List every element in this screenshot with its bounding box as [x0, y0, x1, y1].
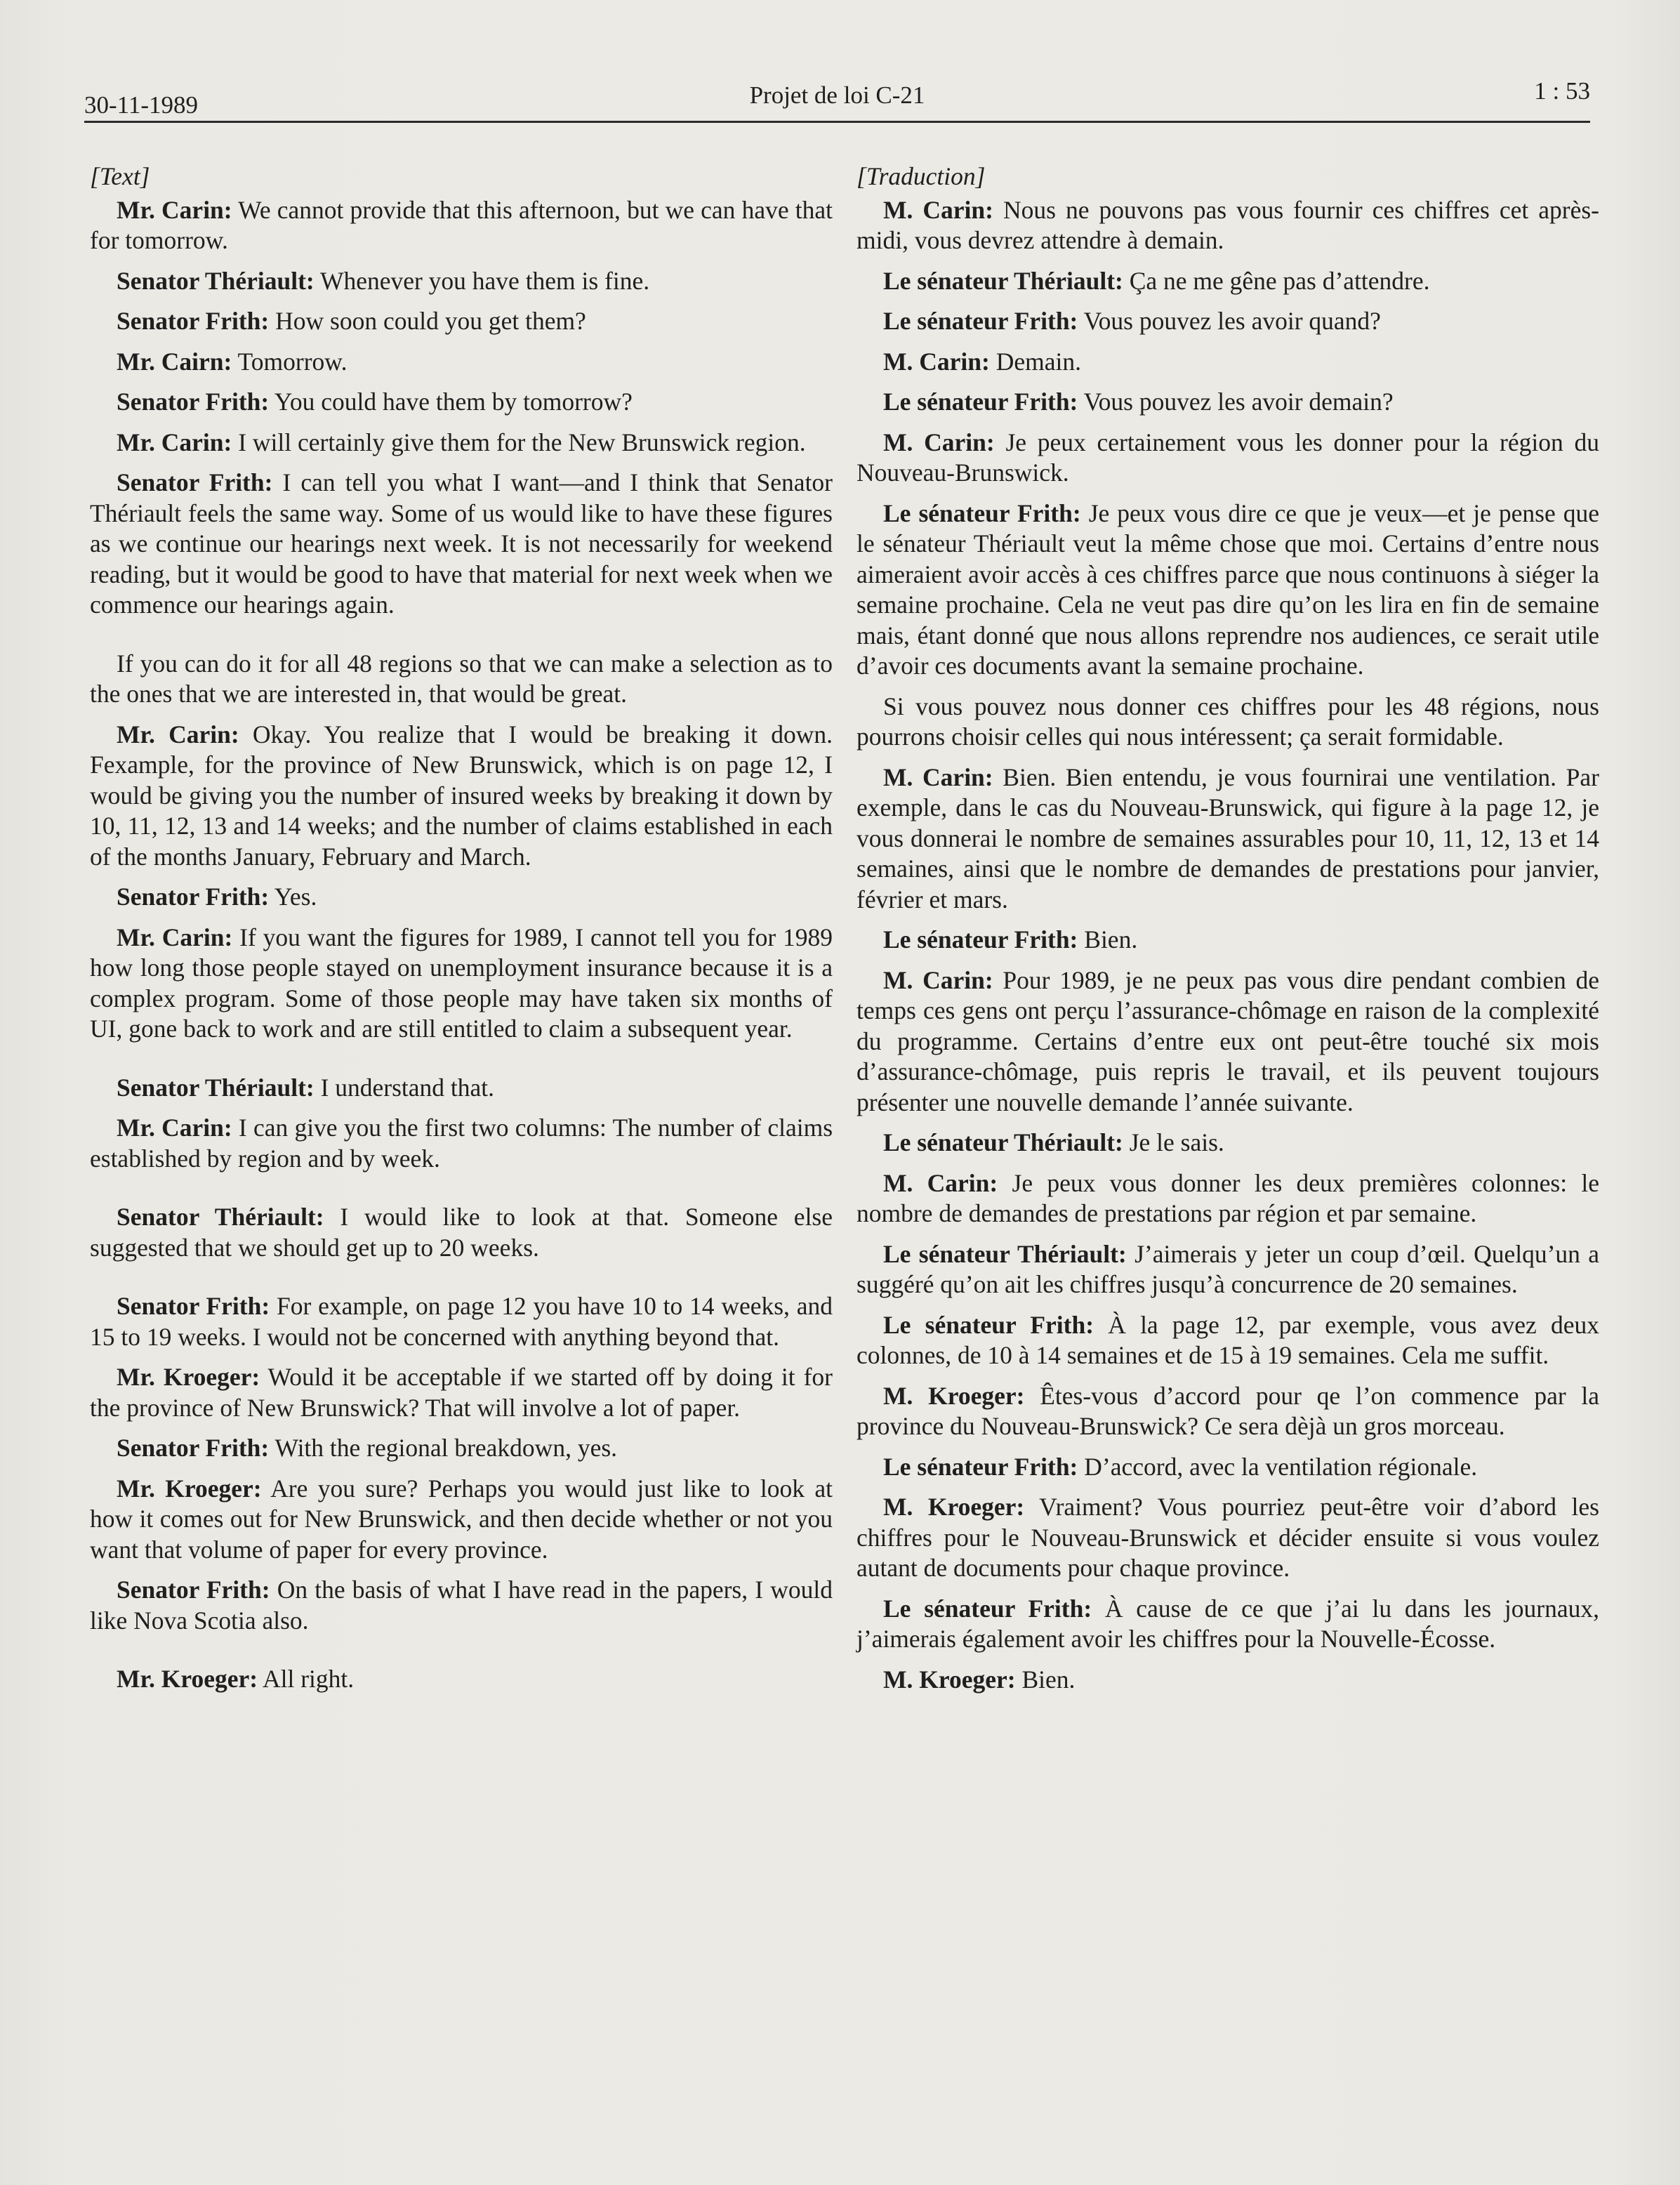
statement-text: Okay. You realize that I would be breaking it down. Fexample, for the province of New Brunswick, which is on page 12, I would be giving you the number of insured weeks by breaking it down by 10, 11, 12, 13 and 14 weeks; and the number of claims established in each of the months January, February and March. — [90, 720, 833, 871]
transcript-paragraph — [856, 306, 1599, 337]
transcript-paragraph — [856, 1128, 1599, 1158]
english-column — [90, 161, 833, 1705]
statement-text: À la page 12, par exemple, vous avez deux colonnes, de 10 à 14 semaines et de 15 à 19 semaines. Cela me suffit. — [856, 1310, 1599, 1369]
speaker-name: M. Carin: — [883, 965, 993, 994]
transcript-paragraph — [856, 428, 1599, 489]
speaker-name: M. Kroeger: — [883, 1381, 1025, 1410]
statement-text: Pour 1989, je ne peux pas vous dire pendant combien de temps ces gens ont perçu l’assurance-chômage en raison de la complexité du programme. Certains d’entre eux ont peut-être touché six mois d’assurance-chômage, puis repris le travail, et ils peuvent toujours présenter une nouvelle demande l’année suivante. — [856, 965, 1599, 1116]
speaker-name: Mr. Kroeger: — [117, 1665, 258, 1693]
transcript-paragraph — [856, 1665, 1599, 1696]
statement-text: I would like to look at that. Someone else suggested that we should get up to 20 weeks. — [90, 1203, 833, 1262]
statement-text: Yes. — [269, 883, 317, 911]
statement-text: Bien. Bien entendu, je vous fournirai une ventilation. Par exemple, dans le cas du Nouveau-Brunswick, qui figure à la page 12, je vous donnerai le nombre de semaines assurables pour 10, 11, 12, 13 et 14 semaines, ainsi que le nombre de demandes de prestations pour janvier, février et mars. — [856, 763, 1599, 913]
transcript-paragraph — [90, 923, 833, 1045]
statement-text: D’accord, avec la ventilation régionale. — [1078, 1452, 1478, 1481]
speaker-name: M. Carin: — [883, 763, 993, 791]
transcript-paragraph — [856, 1239, 1599, 1300]
transcript-paragraph — [856, 195, 1599, 256]
speaker-name: Le sénateur Frith: — [883, 388, 1078, 416]
speaker-name: Le sénateur Frith: — [883, 499, 1081, 527]
speaker-name: M. Carin: — [883, 195, 993, 224]
transcript-paragraph — [90, 720, 833, 873]
transcript-paragraph — [856, 266, 1599, 297]
transcript-paragraph — [856, 965, 1599, 1118]
transcript-paragraph — [856, 1452, 1599, 1483]
statement-text: Êtes-vous d’accord pour qe l’on commence par la province du Nouveau-Brunswick? Ce sera dèjà un gros morceau. — [856, 1381, 1600, 1440]
speaker-name: Senator Frith: — [117, 1292, 270, 1320]
statement-text: Demain. — [989, 347, 1081, 376]
transcript-paragraph — [856, 387, 1599, 418]
language-marker-french: [Traduction] — [856, 162, 986, 190]
speaker-name: Mr. Kroeger: — [117, 1474, 262, 1503]
speaker-name: Le sénateur Frith: — [883, 307, 1078, 335]
transcript-paragraph — [90, 649, 833, 710]
speaker-name: Senator Frith: — [117, 1576, 270, 1604]
speaker-name: M. Carin: — [883, 428, 995, 456]
statement-text: All right. — [258, 1665, 355, 1693]
speaker-name: Le sénateur Frith: — [883, 1594, 1092, 1623]
transcript-paragraph — [856, 1168, 1599, 1229]
statement-text: J’aimerais y jeter un coup d’œil. Quelqu’un a suggéré qu’on ait les chiffres jusqu’à concurrence de 20 semaines. — [856, 1239, 1599, 1298]
statement-text: Je peux vous dire ce que je veux—et je pense que le sénateur Thériault veut la même chose que moi. Certains d’entre nous aimeraient avoir accès à ces chiffres parce que nous continuons à siéger la semaine prochaine. Cela ne veut pas dire qu’on les lira en fin de semaine mais, étant donné que nous allons reprendre nos audiences, ce serait utile d’avoir ces documents avant la semaine prochaine. — [856, 499, 1599, 680]
transcript-paragraph — [90, 1664, 833, 1695]
transcript-paragraph — [856, 925, 1599, 956]
french-column — [856, 161, 1599, 1705]
statement-text: Je peux certainement vous les donner pour la région du Nouveau-Brunswick. — [856, 428, 1599, 487]
header-date: 30-11-1989 — [84, 91, 199, 119]
statement-text: Tomorrow. — [232, 347, 348, 376]
statement-text: Je peux vous donner les deux premières colonnes: le nombre de demandes de prestations par région et par semaine. — [856, 1168, 1599, 1227]
statement-text: Are you sure? Perhaps you would just like to look at how it comes out for New Brunswick, and then decide whether or not you want that volume of paper for every province. — [90, 1474, 833, 1564]
transcript-paragraph — [90, 1433, 833, 1464]
speaker-name: Mr. Carin: — [117, 195, 232, 224]
transcript-paragraph — [856, 347, 1599, 378]
speaker-name: Mr. Carin: — [117, 923, 233, 951]
statement-text: You could have them by tomorrow? — [269, 388, 633, 416]
statement-text: Je le sais. — [1123, 1128, 1224, 1156]
speaker-name: Le sénateur Thériault: — [883, 1239, 1127, 1268]
transcript-paragraph — [90, 195, 833, 256]
transcript-paragraph — [856, 499, 1599, 682]
statement-text: Whenever you have them is fine. — [314, 266, 650, 295]
transcript-paragraph — [856, 692, 1599, 753]
transcript-paragraph — [856, 1594, 1599, 1655]
speaker-name: Mr. Cairn: — [117, 347, 232, 376]
statement-text: Bien. — [1078, 925, 1138, 953]
speaker-name: Senator Thériault: — [117, 266, 315, 295]
transcript-paragraph — [90, 347, 833, 378]
statement-text: Vous pouvez les avoir demain? — [1078, 388, 1394, 416]
statement-text: I will certainly give them for the New Brunswick region. — [232, 428, 806, 456]
speaker-name: Senator Thériault: — [117, 1203, 324, 1231]
statement-text: How soon could you get them? — [269, 307, 586, 335]
transcript-paragraph — [90, 882, 833, 913]
statement-text: I understand that. — [314, 1073, 495, 1102]
transcript-paragraph — [90, 1073, 833, 1104]
speaker-name: Senator Frith: — [117, 307, 270, 335]
statement-text: Nous ne pouvons pas vous fournir ces chiffres cet après-midi, vous devrez attendre à demain. — [856, 195, 1599, 254]
speaker-name: Senator Thériault: — [117, 1073, 315, 1102]
statement-text: Ça ne me gêne pas d’attendre. — [1123, 266, 1430, 295]
statement-text: Would it be acceptable if we started off by doing it for the province of New Brunswick? That will involve a lot of paper. — [90, 1363, 833, 1422]
speaker-name: Le sénateur Thériault: — [883, 266, 1123, 295]
transcript-paragraph — [856, 1310, 1599, 1371]
statement-text: We cannot provide that this afternoon, but we can have that for tomorrow. — [90, 195, 833, 254]
speaker-name: Senator Frith: — [117, 388, 270, 416]
transcript-paragraph — [90, 1575, 833, 1636]
statement-text: For example, on page 12 you have 10 to 14 weeks, and 15 to 19 weeks. I would not be concerned with anything beyond that. — [90, 1292, 833, 1351]
statement-text: Bien. — [1015, 1665, 1076, 1694]
speaker-name: Mr. Kroeger: — [117, 1363, 260, 1391]
statement-text: If you want the figures for 1989, I cannot tell you for 1989 how long those people stayed on unemployment insurance because it is a complex program. Some of those people may have taken six months of UI, gone back to work and are still entitled to claim a subsequent year. — [90, 923, 833, 1043]
transcript-paragraph — [90, 1291, 833, 1352]
speaker-name: Mr. Carin: — [117, 428, 232, 456]
statement-text: On the basis of what I have read in the papers, I would like Nova Scotia also. — [90, 1576, 833, 1635]
speaker-name: M. Carin: — [883, 347, 990, 376]
header-page-number: 1 : 53 — [1534, 77, 1590, 105]
statement-text: Vraiment? Vous pourriez peut-être voir d’abord les chiffres pour le Nouveau-Brunswick et décider ensuite si vous voulez autant de documents pour chaque province. — [856, 1493, 1599, 1582]
speaker-name: Senator Frith: — [117, 1434, 270, 1462]
statement-text: I can give you the first two columns: The number of claims established by region and by week. — [90, 1114, 833, 1173]
language-marker-english: [Text] — [90, 162, 150, 190]
statement-text: I can tell you what I want—and I think that Senator Thériault feels the same way. Some of us would like to have these figures as we continue our hearings next week. It is not necessarily for weekend reading, but it would be good to have that material for next week when we commence our hearings again. — [90, 468, 833, 619]
speaker-name: M. Kroeger: — [883, 1493, 1025, 1521]
speaker-name: Le sénateur Frith: — [883, 1310, 1094, 1339]
page-header — [84, 74, 1590, 123]
statement-text: With the regional breakdown, yes. — [269, 1434, 618, 1462]
speaker-name: Le sénateur Thériault: — [883, 1128, 1123, 1156]
transcript-paragraph — [90, 266, 833, 297]
speaker-name: Mr. Carin: — [117, 720, 239, 748]
transcript-paragraph — [90, 306, 833, 337]
transcript-paragraph — [90, 428, 833, 458]
transcript-paragraph — [90, 468, 833, 621]
speaker-name: Mr. Carin: — [117, 1114, 232, 1142]
transcript-paragraph — [856, 1381, 1599, 1442]
transcript-paragraph — [90, 387, 833, 418]
transcript-paragraph — [90, 1362, 833, 1423]
transcript-paragraph — [856, 1492, 1599, 1584]
speaker-name: Le sénateur Frith: — [883, 1452, 1078, 1481]
statement-text: Vous pouvez les avoir quand? — [1078, 307, 1381, 335]
transcript-paragraph — [90, 1202, 833, 1263]
header-title: Projet de loi C-21 — [749, 81, 925, 109]
speaker-name: M. Carin: — [883, 1168, 998, 1197]
statement-text: If you can do it for all 48 regions so that we can make a selection as to the ones that we are interested in, that would be great. — [90, 649, 833, 708]
transcript-paragraph — [856, 763, 1599, 916]
speaker-name: M. Kroeger: — [883, 1665, 1016, 1694]
transcript-paragraph — [90, 1113, 833, 1174]
transcript-paragraph — [90, 1474, 833, 1566]
speaker-name: Senator Frith: — [117, 883, 270, 911]
speaker-name: Senator Frith: — [117, 468, 273, 496]
statement-text: Si vous pouvez nous donner ces chiffres pour les 48 régions, nous pourrons choisir celles qui nous intéressent; ça serait formidable. — [856, 692, 1599, 751]
statement-text: À cause de ce que j’ai lu dans les journaux, j’aimerais également avoir les chiffres pour la Nouvelle-Écosse. — [856, 1594, 1599, 1653]
speaker-name: Le sénateur Frith: — [883, 925, 1078, 953]
